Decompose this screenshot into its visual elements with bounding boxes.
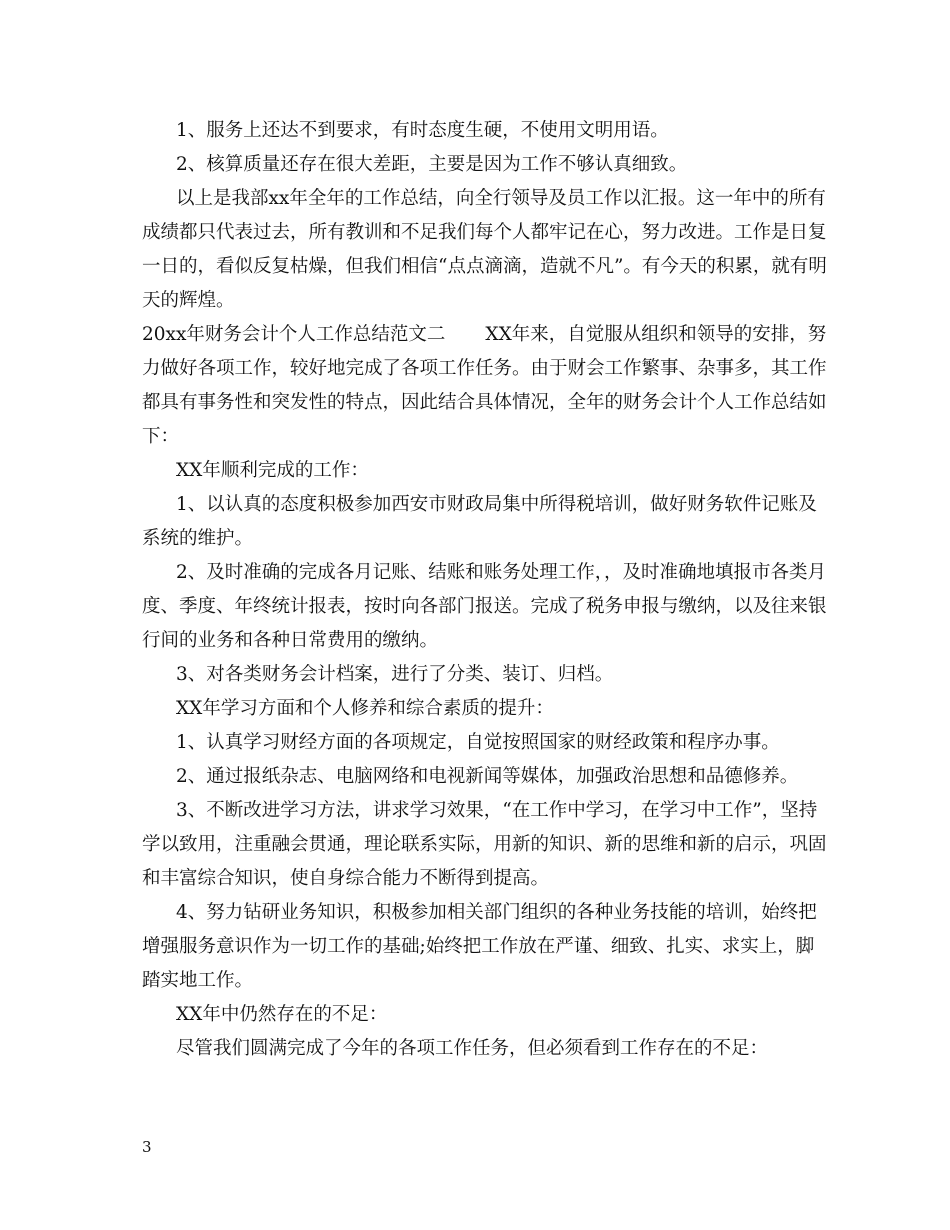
paragraph-study-4: 4、努力钻研业务知识，积极参加相关部门组织的各种业务技能的培训，始终把增强服务意识作为一切工作的基础;始终把工作放在严谨、细致、扎实、求实上，脚踏实地工作。 [142, 902, 817, 991]
paragraph-study-2: 2、通过报纸杂志、电脑网络和电视新闻等媒体，加强政治思想和品德修养。 [176, 766, 799, 787]
section-title: 20xx年财务会计个人工作总结范文二 [142, 324, 446, 345]
page-number: 3 [142, 1138, 152, 1156]
paragraph-accounting-quality: 2、核算质量还存在很大差距，主要是因为工作不够认真细致。 [176, 154, 688, 175]
paragraph-study-1: 1、认真学习财经方面的各项规定，自觉按照国家的财经政策和程序办事。 [176, 732, 780, 753]
section-intro: XX年来，自觉服从组织和领导的安排，努力做好各项工作，较好地完成了各项工作任务。由于财会工作繁事、杂事多，其工作都具有事务性和突发性的特点，因此结合具体情况，全年的财务会计个人工作总结如下： [142, 324, 827, 447]
paragraph-completed-3: 3、对各类财务会计档案，进行了分类、装订、归档。 [176, 664, 614, 685]
paragraph-completed-heading: XX年顺利完成的工作： [176, 460, 369, 481]
document-body [142, 114, 832, 1066]
paragraph-section-two [142, 318, 832, 454]
paragraph-study-heading: XX年学习方面和个人修养和综合素质的提升： [176, 698, 554, 719]
paragraph-shortcomings-intro: 尽管我们圆满完成了今年的各项工作任务，但必须看到工作存在的不足： [176, 1038, 769, 1059]
paragraph-summary-closing: 以上是我部xx年全年的工作总结，向全行领导及员工作以汇报。这一年中的所有成绩都只代表过去，所有教训和不足我们每个人都牢记在心，努力改进。工作是日复一日的，看似反复枯燥，但我们相信“点点滴滴，造就不凡”。有今天的积累，就有明天的辉煌。 [142, 188, 827, 311]
paragraph-shortcomings-heading: XX年中仍然存在的不足： [176, 1004, 388, 1025]
paragraph-study-3: 3、不断改进学习方法，讲求学习效果，“在工作中学习，在学习中工作”，坚持学以致用，注重融会贯通，理论联系实际，用新的知识、新的思维和新的启示，巩固和丰富综合知识，使自身综合能力不断得到提高。 [142, 800, 827, 889]
paragraph-service-issue: 1、服务上还达不到要求，有时态度生硬，不使用文明用语。 [176, 120, 669, 141]
paragraph-completed-2: 2、及时准确的完成各月记账、结账和账务处理工作，，及时准确地填报市各类月度、季度、年终统计报表，按时向各部门报送。完成了税务申报与缴纳，以及往来银行间的业务和各种日常费用的缴纳。 [142, 562, 827, 651]
paragraph-completed-1: 1、以认真的态度积极参加西安市财政局集中所得税培训，做好财务软件记账及系统的维护。 [142, 494, 817, 549]
